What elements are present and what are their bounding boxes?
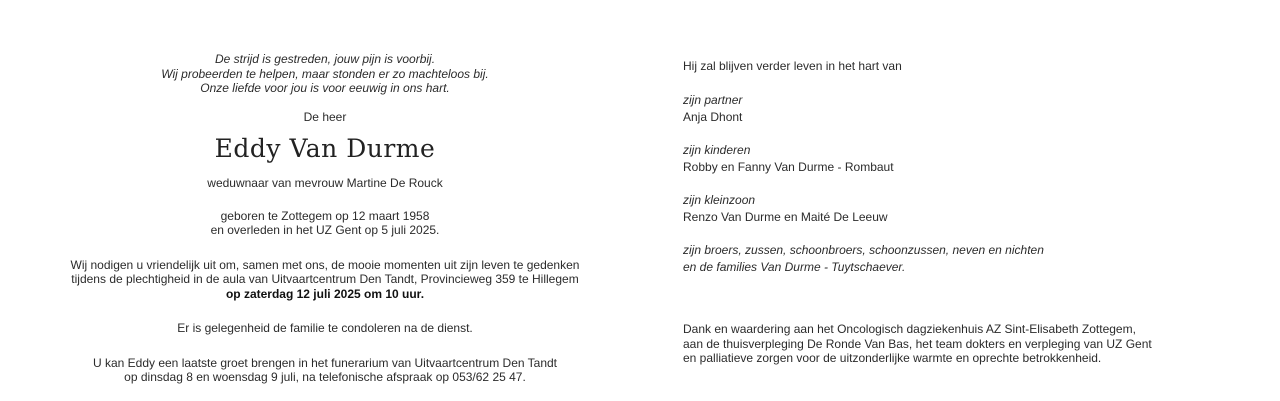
relation-names: Renzo Van Durme en Maité De Leeuw bbox=[683, 210, 888, 224]
honorific: De heer bbox=[303, 109, 347, 124]
widower-line: weduwnaar van mevrouw Martine De Rouck bbox=[207, 176, 443, 190]
relation-names: Anja Dhont bbox=[683, 110, 743, 124]
families-line: en de families Van Durme - Tuytschaever. bbox=[683, 260, 906, 274]
relation-label: zijn kleinzoon bbox=[683, 193, 756, 207]
birth-line: geboren te Zottegem op 12 maart 1958 bbox=[220, 208, 430, 223]
visit-line: U kan Eddy een laatste groet brengen in het funerarium van Uitvaartcentrum Den Tandt bbox=[92, 355, 558, 370]
relation-label: zijn kinderen bbox=[683, 143, 751, 157]
poem-line: Wij probeerden te helpen, maar stonden er zo machteloos bij. bbox=[161, 66, 489, 81]
thanks-line: aan de thuisverpleging De Ronde Van Bas, het team dokters en verpleging van UZ Gent bbox=[683, 336, 1152, 351]
left-panel bbox=[40, 52, 610, 385]
relation-names: Robby en Fanny Van Durme - Rombaut bbox=[683, 160, 894, 174]
death-line: en overleden in het UZ Gent op 5 juli 2025. bbox=[210, 223, 440, 237]
children-group bbox=[683, 142, 1243, 176]
visit-line: op dinsdag 8 en woensdag 9 juli, na telefonische afspraak op 053/62 25 47. bbox=[124, 370, 526, 384]
relation-label: zijn partner bbox=[683, 93, 743, 107]
condolence-line: Er is gelegenheid de familie te condoleren na de dienst. bbox=[177, 321, 473, 335]
ceremony-date: op zaterdag 12 juli 2025 om 10 uur. bbox=[225, 286, 425, 301]
memorial-poem bbox=[40, 52, 610, 96]
siblings-line: zijn broers, zussen, schoonbroers, schoonzussen, neven en nichten bbox=[683, 243, 1044, 257]
thanks-line: en palliatieve zorgen voor de uitzonderlijke warmte en oprechte betrokkenheid. bbox=[683, 351, 1102, 365]
partner-group bbox=[683, 92, 1243, 126]
right-panel bbox=[683, 58, 1243, 366]
poem-line: De strijd is gestreden, jouw pijn is voorbij. bbox=[214, 52, 436, 66]
invitation-line: tijdens de plechtigheid in de aula van Uitvaartcentrum Den Tandt, Provincieweg 359 te Hillegem bbox=[71, 272, 579, 286]
deceased-name: Eddy Van Durme bbox=[214, 134, 436, 163]
thanks-line: Dank en waardering aan het Oncologisch dagziekenhuis AZ Sint-Elisabeth Zottegem, bbox=[683, 322, 1136, 336]
grandchild-group bbox=[683, 192, 1243, 226]
intro-line: Hij zal blijven verder leven in het hart van bbox=[683, 59, 902, 73]
invitation-line: Wij nodigen u vriendelijk uit om, samen met ons, de mooie momenten uit zijn leven te gedenken bbox=[70, 257, 580, 272]
poem-line: Onze liefde voor jou is voor eeuwig in ons hart. bbox=[200, 81, 450, 95]
thanks-block bbox=[683, 322, 1243, 366]
extended-family-group bbox=[683, 242, 1243, 276]
